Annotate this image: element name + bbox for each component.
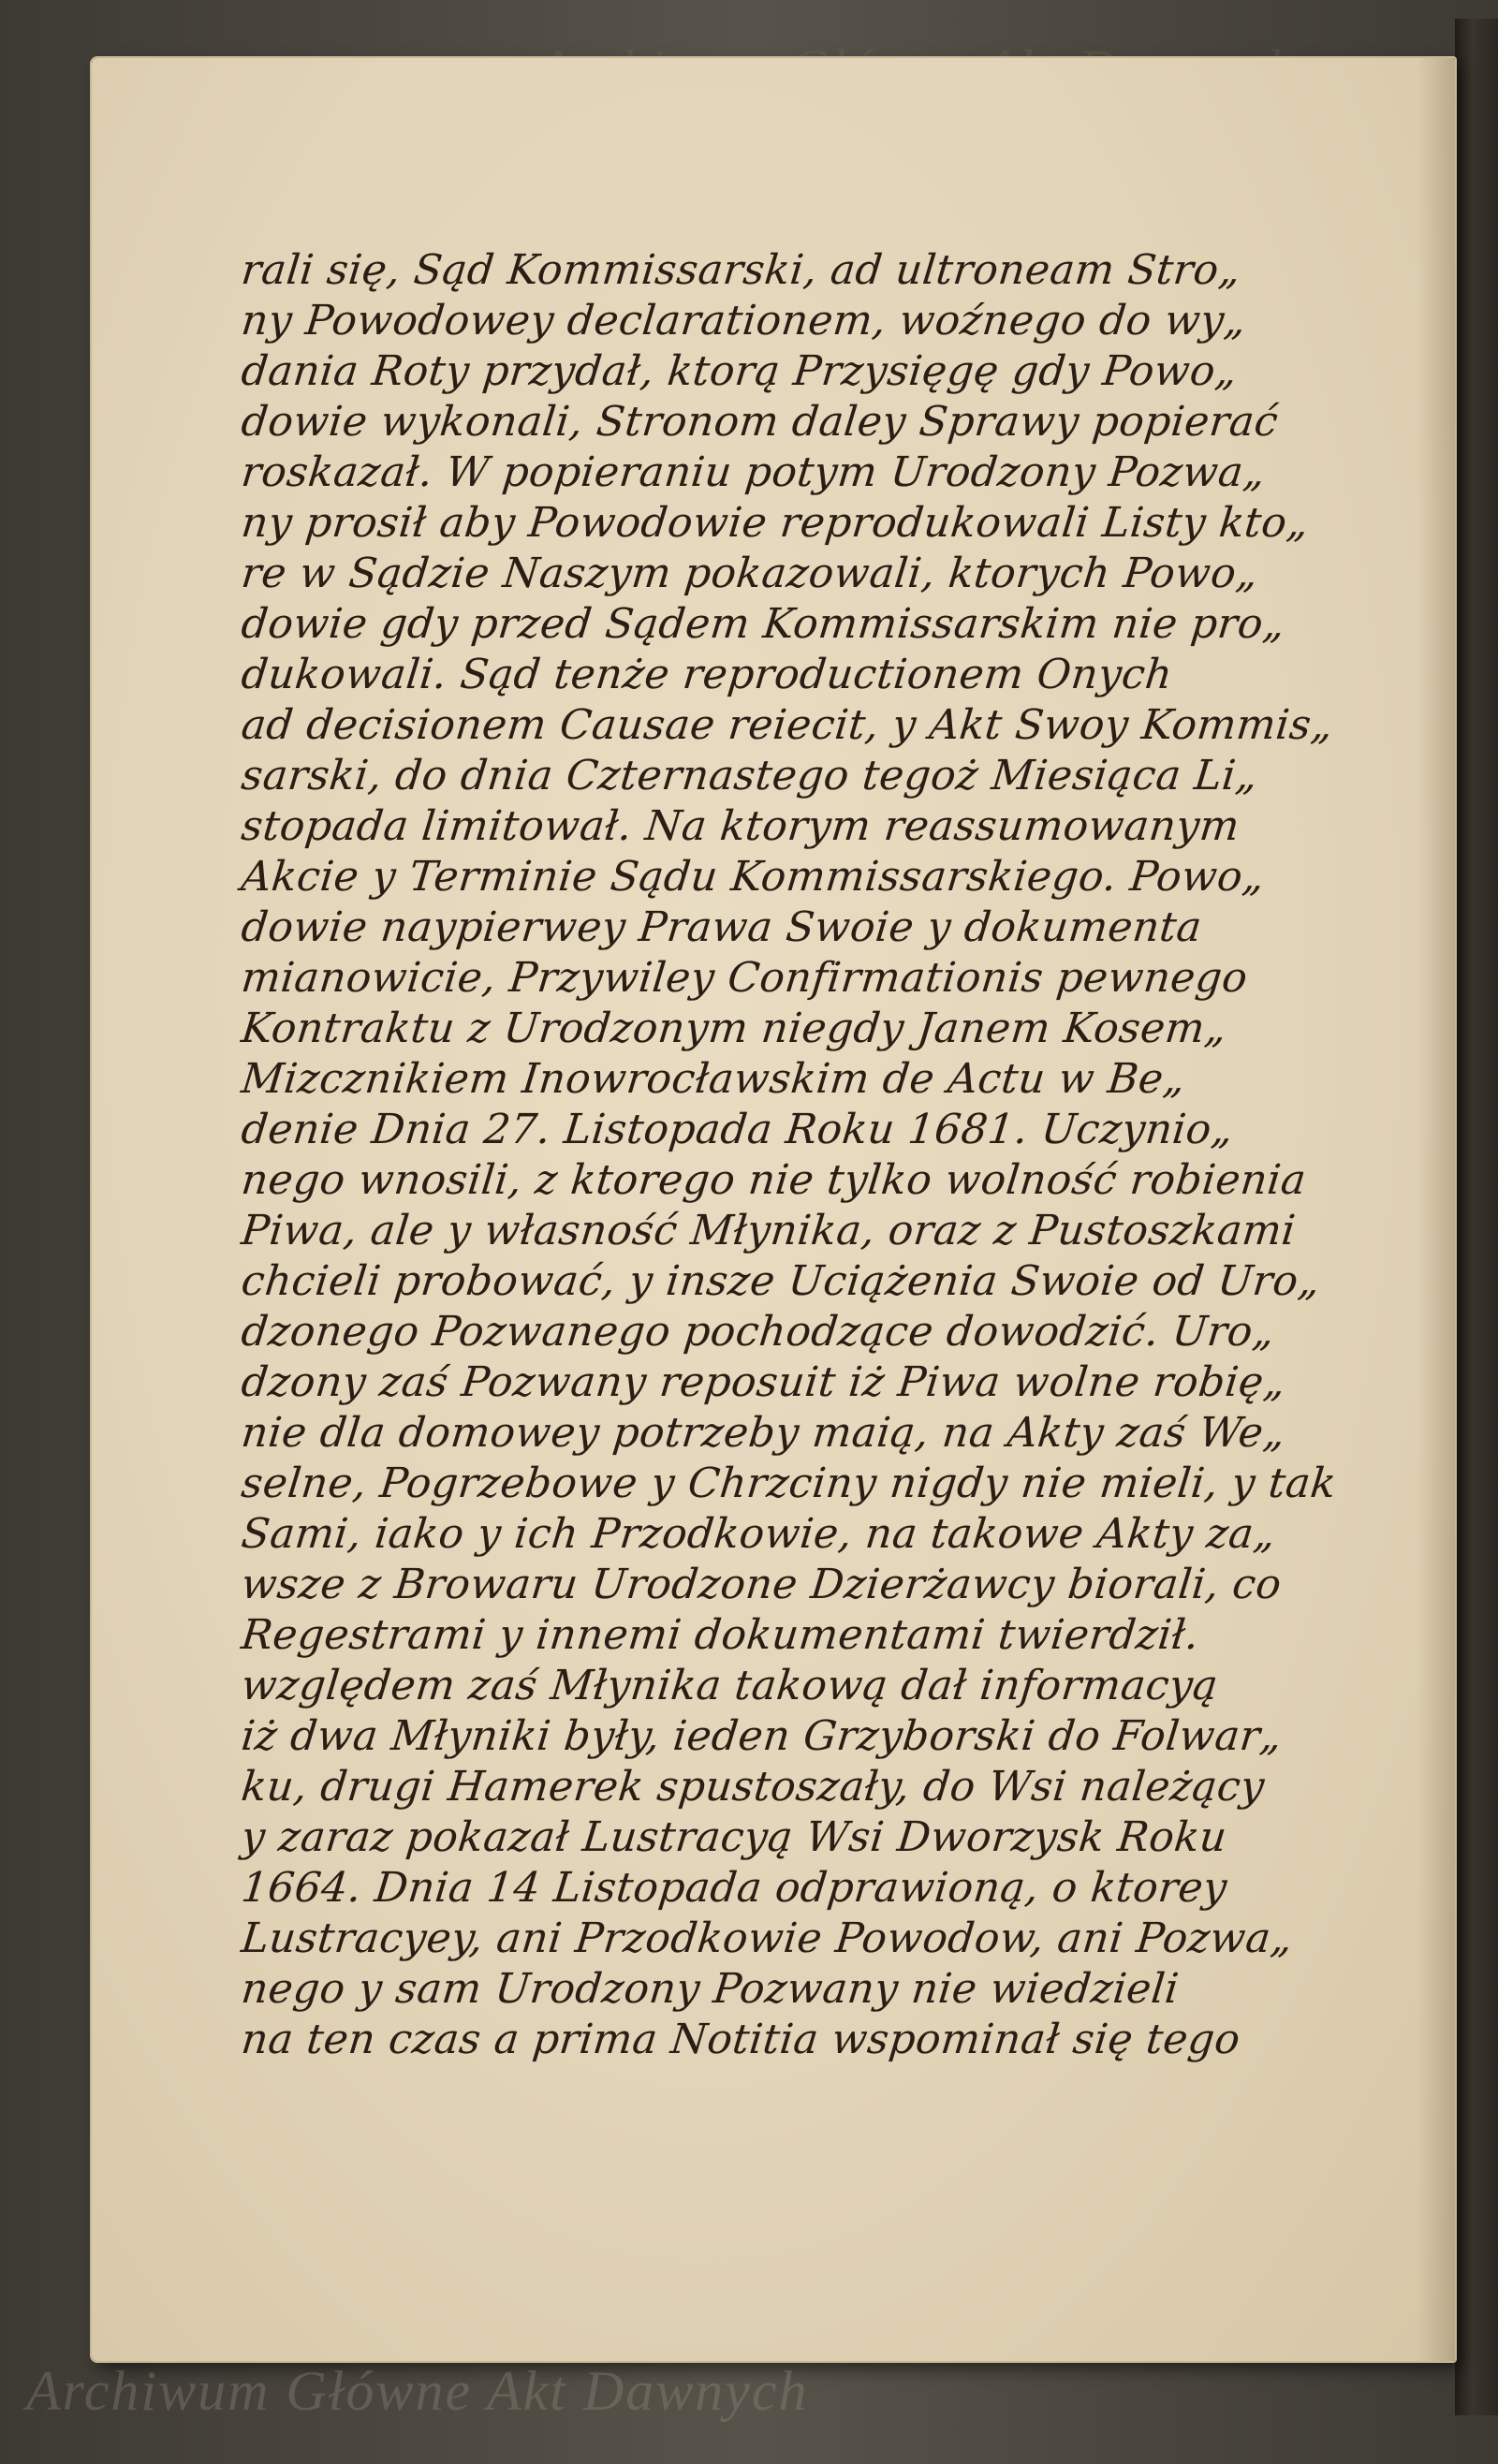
manuscript-line: na ten czas a prima Notitia wspominał się tego [239,2016,1243,2063]
manuscript-line: ny prosił aby Powodowie reprodukowali Listy kto„ [239,499,1312,547]
manuscript-line: dowie wykonali, Stronom daley Sprawy popierać [239,398,1281,446]
manuscript-line: y zaraz pokazał Lustracyą Wsi Dworzysk Roku [239,1813,1229,1861]
manuscript-line: względem zaś Młynika takową dał informacyą [239,1662,1221,1709]
manuscript-line: dowie gdy przed Sądem Kommissarskim nie pro„ [239,600,1287,648]
manuscript-line: Mizcznikiem Inowrocławskim de Actu w Be„ [239,1055,1188,1103]
manuscript-line: roskazał. W popieraniu potym Urodzony Pozwa„ [239,448,1268,496]
book-spine [1455,19,1498,2415]
manuscript-line: Sami, iako y ich Przodkowie, na takowe Akty za„ [239,1510,1278,1558]
manuscript-line: re w Sądzie Naszym pokazowali, ktorych Powo„ [239,550,1261,597]
manuscript-line: Kontraktu z Urodzonym niegdy Janem Kosem„ [239,1005,1229,1052]
manuscript-line: dowie naypierwey Prawa Swoie y dokumenta [239,903,1205,951]
manuscript-line: mianowicie, Przywiley Confirmationis pewnego [239,954,1250,1002]
manuscript-line: Piwa, ale y własność Młynika, oraz z Pustoszkami [239,1207,1299,1254]
manuscript-line: Lustracyey, ani Przodkowie Powodow, ani Pozwa„ [239,1914,1296,1962]
manuscript-line: ny Powodowey declarationem, woźnego do wy„ [239,297,1249,345]
manuscript-line: ku, drugi Hamerek spustoszały, do Wsi należący [239,1763,1268,1811]
manuscript-line: ad decisionem Causae reiecit, y Akt Swoy Kommis„ [239,701,1336,749]
manuscript-line: dukowali. Sąd tenże reproductionem Onych [239,651,1175,698]
manuscript-line: dzony zaś Pozwany reposuit iż Piwa wolne robię„ [239,1358,1288,1406]
manuscript-line: wsze z Browaru Urodzone Dzierżawcy biorali, co [239,1561,1285,1608]
manuscript-line: nego wnosili, z ktorego nie tylko wolność robienia [239,1156,1309,1204]
manuscript-line: selne, Pogrzebowe y Chrzciny nigdy nie mieli, y tak [239,1459,1339,1507]
manuscript-line: denie Dnia 27. Listopada Roku 1681. Uczynio„ [239,1106,1236,1153]
manuscript-line: Regestrami y innemi dokumentami twierdził. [239,1611,1202,1659]
manuscript-line: sarski, do dnia Czternastego tegoż Miesiąca Li„ [239,752,1260,799]
manuscript-line: dzonego Pozwanego pochodzące dowodzić. Uro„ [239,1308,1277,1356]
manuscript-line: chcieli probować, y insze Uciążenia Swoie od Uro„ [239,1257,1323,1305]
manuscript-line: 1664. Dnia 14 Listopada odprawioną, o ktorey [239,1864,1230,1912]
archive-watermark-bottom: Archiwum Główne Akt Dawnych [26,2360,809,2422]
manuscript-line: stopada limitował. Na ktorym reassumowanym [239,802,1242,850]
manuscript-line: nego y sam Urodzony Pozwany nie wiedzieli [239,1965,1182,2013]
manuscript-text [239,245,1339,2065]
manuscript-line: Akcie y Terminie Sądu Kommissarskiego. Powo„ [239,853,1268,901]
manuscript-line: iż dwa Młyniki były, ieden Grzyborski do Folwar„ [239,1712,1285,1760]
manuscript-line: dania Roty przydał, ktorą Przysięgę gdy Powo„ [239,347,1240,395]
manuscript-line: rali się, Sąd Kommissarski, ad ultroneam Stro„ [239,246,1243,294]
manuscript-line: nie dla domowey potrzeby maią, na Akty zaś We„ [239,1409,1288,1457]
